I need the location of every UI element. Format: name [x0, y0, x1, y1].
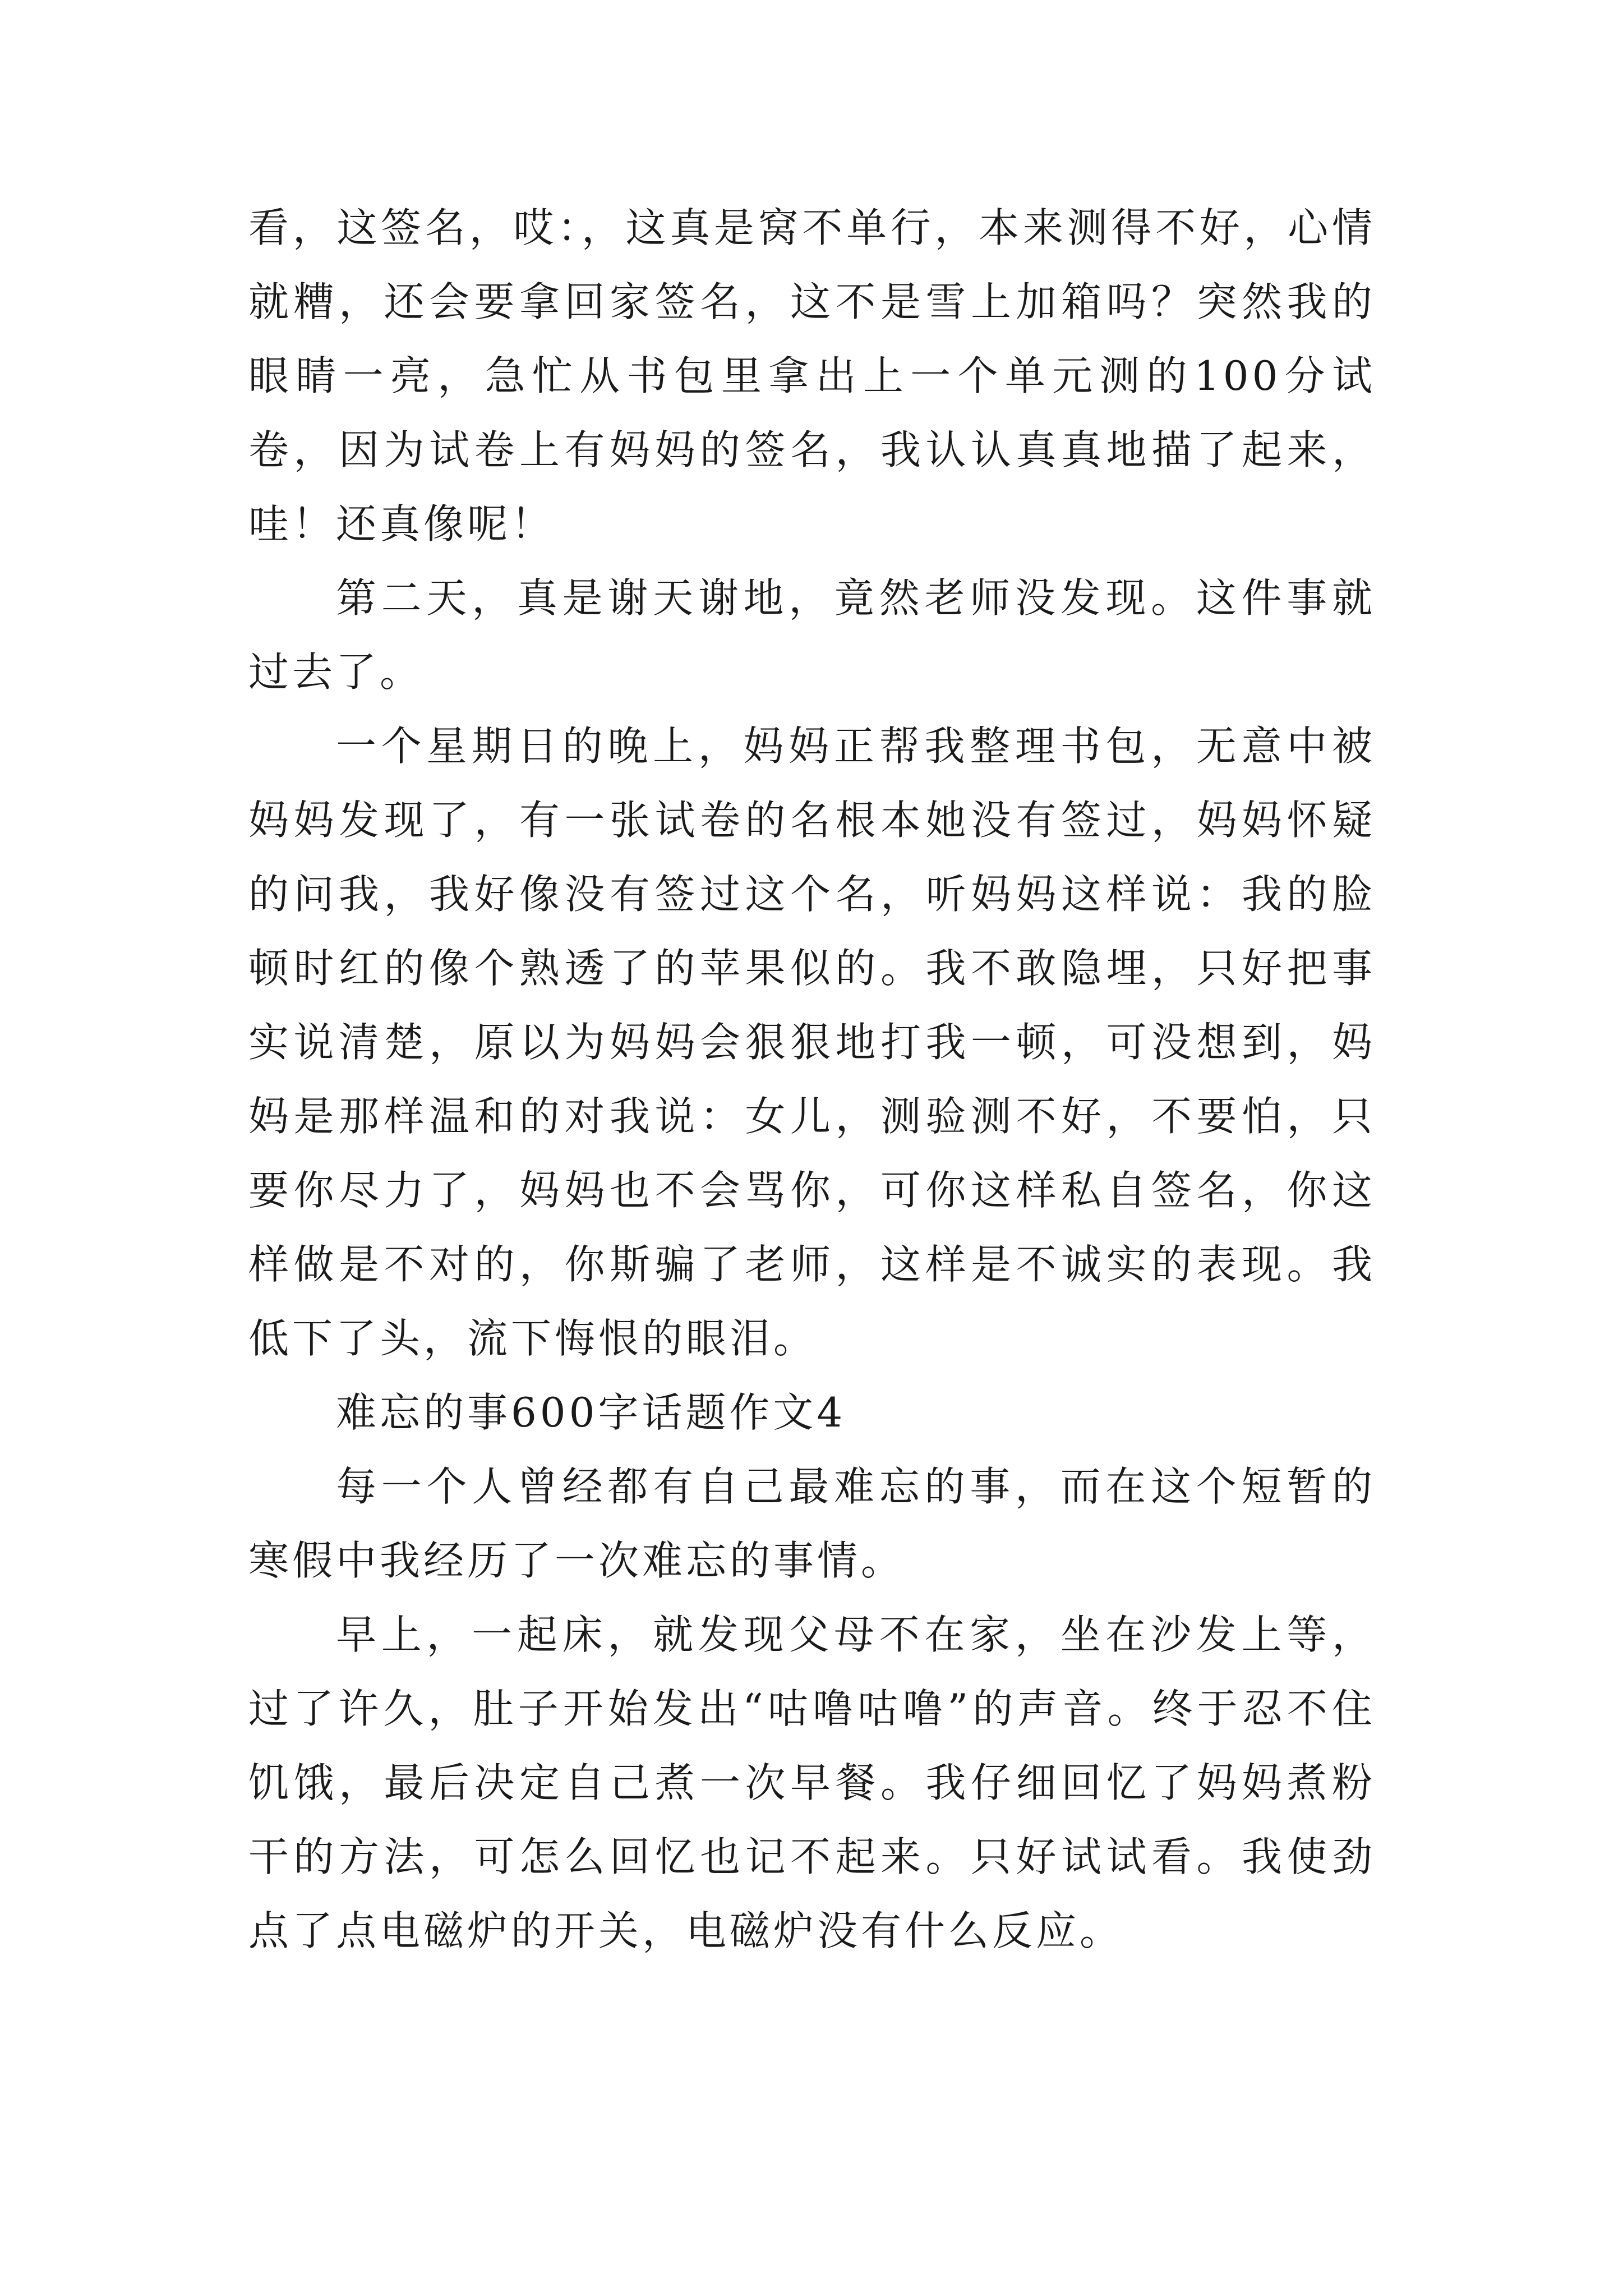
paragraph: 第二天，真是谢天谢地，竟然老师没发现。这件事就过去了。 [248, 574, 1376, 696]
paragraph: 一个星期日的晚上，妈妈正帮我整理书包，无意中被妈妈发现了，有一张试卷的名根本她没有签过，妈妈怀疑的问我，我好像没有签过这个名，听妈妈这样说：我的脸顿时红的像个熟透了的苹果似的。我不敢隐埋，只好把事实说清楚，原以为妈妈会狠狠地打我一顿，可没想到，妈妈是那样温和的对我说：女儿，测验测不好，不要怕，只要你尽力了，妈妈也不会骂你，可你这样私自签名，你这样做是不对的，你斯骗了老师，这样是不诚实的表现。我低下了头，流下悔恨的眼泪。 [248, 723, 1376, 1362]
document-body [248, 191, 1376, 1968]
paragraph: 每一个人曾经都有自己最难忘的事，而在这个短暂的寒假中我经历了一次难忘的事情。 [248, 1463, 1376, 1584]
paragraph: 早上，一起床，就发现父母不在家，坐在沙发上等，过了许久，肚子开始发出“咕噜咕噜”的声音。终于忍不住饥饿，最后决定自己煮一次早餐。我仔细回忆了妈妈煮粉干的方法，可怎么回忆也记不起来。只好试试看。我使劲点了点电磁炉的开关，电磁炉没有什么反应。 [248, 1611, 1376, 1954]
paragraph-continuation: 看，这签名，哎：，这真是窝不单行，本来测得不好，心情就糟，还会要拿回家签名，这不是雪上加箱吗？突然我的眼睛一亮，急忙从书包里拿出上一个单元测的100分试卷，因为试卷上有妈妈的签名，我认认真真地描了起来，哇！还真像呢！ [248, 204, 1376, 547]
essay-title: 难忘的事600字话题作文4 [336, 1389, 846, 1436]
